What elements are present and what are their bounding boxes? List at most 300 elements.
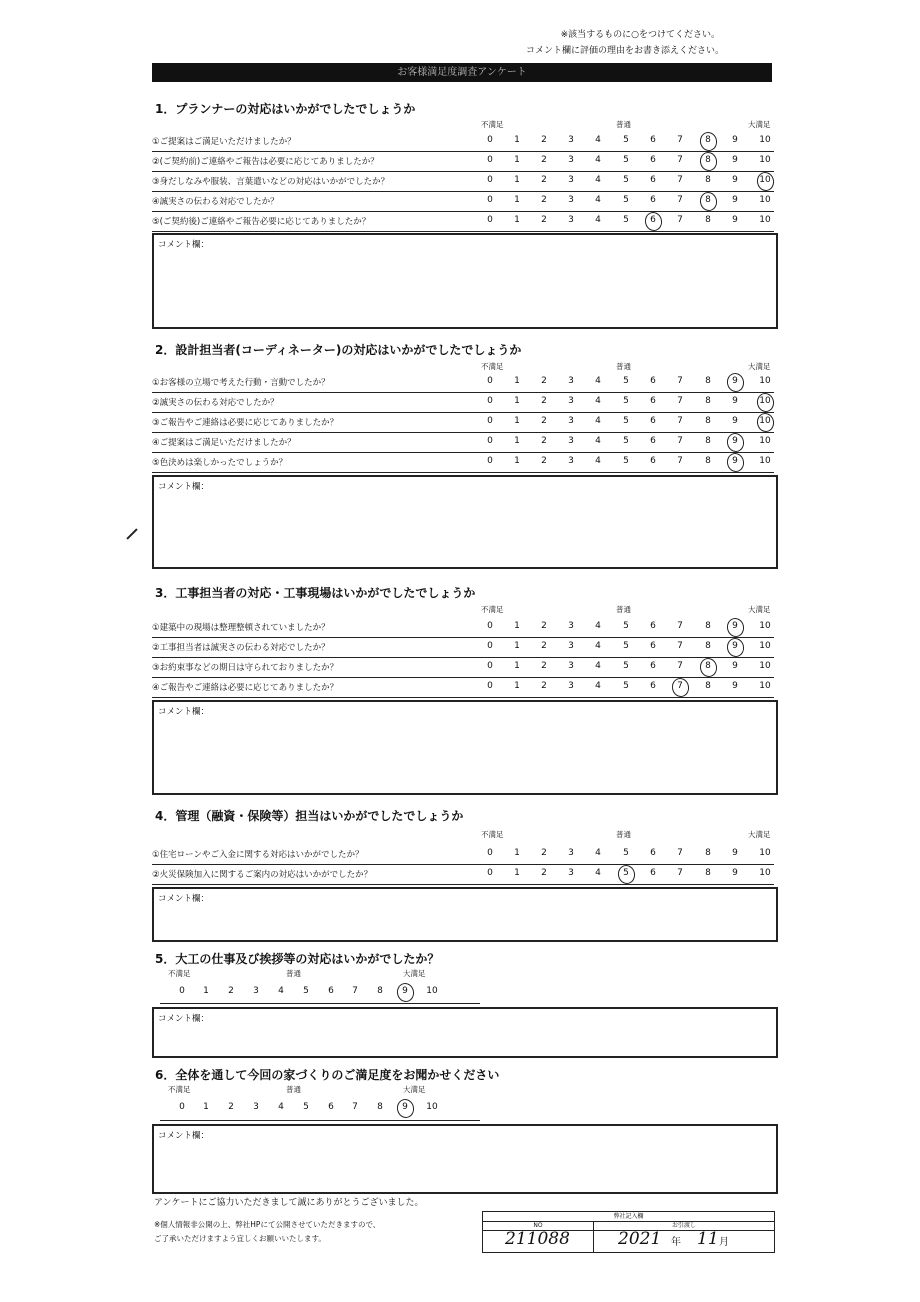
rating-option[interactable]: 0 [487,681,493,691]
rating-option[interactable]: 9 [732,848,738,858]
rating-option[interactable]: 2 [541,416,547,426]
rating-option[interactable]: 8 [377,1102,383,1112]
rating-option[interactable]: 2 [541,456,547,466]
rating-option[interactable]: 7 [677,436,683,446]
rating-option[interactable]: 9 [732,456,738,466]
stamp-divider [593,1221,594,1252]
privacy-note-1: ※個人情報非公開の上、弊社HPにて公開させていただきますので、 [154,1220,381,1229]
rating-option[interactable]: 3 [568,155,574,165]
selected-rating-circle [755,391,776,413]
stamp-no-label: NO [483,1222,594,1231]
rating-option[interactable]: 7 [677,376,683,386]
question-row [152,153,774,172]
question-row [152,639,774,658]
rating-option[interactable]: 2 [541,848,547,858]
question-row [152,454,774,473]
comment-label: コメント欄： [158,707,210,717]
scale-high-label: 大満足 [748,362,771,371]
rating-option[interactable]: 5 [623,376,629,386]
rating-option[interactable]: 9 [732,681,738,691]
selected-rating-circle [698,656,719,678]
comment-box[interactable] [152,700,778,795]
question-label: ②工事担当者は誠実さの伝わる対応でしたか？ [152,643,330,653]
rating-option[interactable]: 8 [705,195,711,205]
rating-option[interactable]: 3 [568,641,574,651]
rating-option[interactable]: 7 [677,215,683,225]
rating-option[interactable]: 8 [705,416,711,426]
rating-option[interactable]: 4 [278,1102,284,1112]
rating-option[interactable]: 8 [705,681,711,691]
rating-option[interactable]: 7 [677,621,683,631]
rating-option[interactable]: 2 [541,661,547,671]
rating-option[interactable]: 1 [514,155,520,165]
rating-option[interactable]: 7 [677,175,683,185]
rating-option[interactable]: 9 [732,396,738,406]
rating-option[interactable]: 1 [514,195,520,205]
section-title: 4．管理（融資・保険等）担当はいかがでしたでしょうか [155,809,464,823]
rating-option[interactable]: 9 [732,155,738,165]
question-label: ①住宅ローンやご入金に関する対応はいかがでしたか？ [152,850,364,860]
rating-option[interactable]: 0 [487,376,493,386]
rating-option[interactable]: 3 [568,621,574,631]
question-row [152,173,774,192]
rating-option[interactable]: 0 [487,215,493,225]
scale-high-label: 大満足 [403,969,426,978]
rating-option[interactable]: 7 [677,135,683,145]
selected-rating-circle [698,190,719,212]
pen-tick-mark [126,528,137,539]
rating-option[interactable]: 6 [650,416,656,426]
rating-option[interactable]: 8 [705,135,711,145]
question-row [152,434,774,453]
rating-option[interactable]: 1 [514,848,520,858]
rating-option[interactable]: 1 [203,1102,209,1112]
rating-option[interactable]: 6 [650,215,656,225]
rating-option[interactable]: 2 [228,1102,234,1112]
rating-option[interactable]: 10 [759,175,771,185]
rating-option[interactable]: 2 [541,155,547,165]
rating-option[interactable]: 6 [650,868,656,878]
scale-high-label: 大満足 [748,120,771,129]
stamp-month-unit: 月 [719,1237,729,1248]
rating-option[interactable]: 10 [759,848,771,858]
rating-option[interactable]: 6 [650,396,656,406]
rating-option[interactable]: 5 [623,868,629,878]
question-label: ③ご報告やご連絡は必要に応じてありましたか？ [152,418,339,428]
rating-option[interactable]: 0 [487,868,493,878]
privacy-note-2: ご了承いただけますよう宜しくお願いいたします。 [154,1234,326,1243]
rating-option[interactable]: 5 [623,681,629,691]
rating-option[interactable]: 0 [487,661,493,671]
rating-option[interactable]: 9 [732,641,738,651]
rating-option[interactable]: 10 [426,1102,438,1112]
selected-rating-circle [725,616,746,638]
stamp-header: 弊社記入欄 [483,1212,774,1222]
rating-option[interactable]: 1 [514,416,520,426]
question-label: ③お約束事などの期日は守られておりましたか？ [152,663,339,673]
scale-mid-label: 普通 [616,830,631,839]
comment-label: コメント欄： [158,240,210,250]
rating-option[interactable]: 3 [568,848,574,858]
rating-option[interactable]: 4 [595,376,601,386]
rating-option[interactable]: 7 [352,1102,358,1112]
rating-option[interactable]: 8 [705,376,711,386]
comment-box[interactable] [152,887,778,942]
rating-option[interactable]: 8 [705,396,711,406]
rating-option[interactable]: 10 [759,215,771,225]
rating-option[interactable]: 9 [732,868,738,878]
rating-option[interactable]: 10 [759,661,771,671]
rating-option[interactable]: 1 [514,436,520,446]
comment-box[interactable] [152,475,778,569]
scale-low-label: 不満足 [168,969,191,978]
rating-option[interactable]: 3 [568,135,574,145]
rating-option[interactable]: 3 [568,456,574,466]
question-row [152,193,774,212]
rating-option[interactable]: 10 [759,681,771,691]
rating-option[interactable]: 2 [541,396,547,406]
rating-option[interactable]: 10 [759,456,771,466]
section6-title: 6．全体を通して今回の家づくりのご満足度をお聞かせください [155,1068,500,1082]
rating-option[interactable]: 8 [705,848,711,858]
rating-option[interactable]: 5 [623,621,629,631]
rating-option[interactable]: 0 [487,416,493,426]
rating-option[interactable]: 3 [253,986,259,996]
rating-option[interactable]: 9 [732,436,738,446]
rating-option[interactable]: 2 [228,986,234,996]
rating-option[interactable]: 6 [650,641,656,651]
rating-option[interactable]: 6 [328,1102,334,1112]
rating-option[interactable]: 7 [677,641,683,651]
question-row [152,414,774,433]
rating-option[interactable]: 2 [541,641,547,651]
rating-option[interactable]: 9 [732,135,738,145]
question-row [152,213,774,232]
rating-option[interactable]: 7 [677,681,683,691]
question-row [152,659,774,678]
section-title: 1．プランナーの対応はいかがでしたでしょうか [155,102,416,116]
selected-rating-circle [616,863,637,885]
scale-mid-label: 普通 [616,362,631,371]
question-label: ①建築中の現場は整理整頓されていましたか？ [152,623,330,633]
rating-option[interactable]: 9 [732,661,738,671]
rating-option[interactable]: 3 [568,215,574,225]
rating-option[interactable]: 10 [759,376,771,386]
rating-option[interactable]: 1 [514,641,520,651]
rating-option[interactable]: 0 [487,641,493,651]
rating-option[interactable]: 3 [568,868,574,878]
comment-label: コメント欄： [158,1131,210,1141]
rating-option[interactable]: 6 [650,376,656,386]
rating-option[interactable]: 5 [623,641,629,651]
comment-label: コメント欄： [158,1014,210,1024]
section5-title: 5．大工の仕事及び挨拶等の対応はいかがでしたか？ [155,952,440,966]
rating-option[interactable]: 4 [595,621,601,631]
rating-option[interactable]: 6 [650,681,656,691]
rating-option[interactable]: 4 [595,155,601,165]
question-row [152,133,774,152]
question-label: ④誠実さの伝わる対応でしたか？ [152,197,279,207]
question-row [152,394,774,413]
scale-high-label: 大満足 [748,830,771,839]
rating-option[interactable]: 9 [732,195,738,205]
scale-low-label: 不満足 [168,1085,191,1094]
rating-option[interactable]: 0 [487,175,493,185]
rating-option[interactable]: 10 [759,155,771,165]
rating-option[interactable]: 5 [623,661,629,671]
rating-option[interactable]: 10 [759,868,771,878]
rating-option[interactable]: 3 [568,376,574,386]
section5-underline [160,1003,480,1004]
rating-option[interactable]: 10 [759,621,771,631]
rating-option[interactable]: 4 [595,215,601,225]
scale-mid-label: 普通 [616,605,631,614]
rating-option[interactable]: 1 [514,661,520,671]
rating-option[interactable]: 5 [623,135,629,145]
rating-option[interactable]: 1 [514,681,520,691]
rating-option[interactable]: 10 [759,416,771,426]
rating-option[interactable]: 4 [595,175,601,185]
question-row [152,374,774,393]
rating-option[interactable]: 7 [677,848,683,858]
rating-option[interactable]: 2 [541,868,547,878]
rating-option[interactable]: 10 [759,641,771,651]
rating-option[interactable]: 8 [705,175,711,185]
rating-option[interactable]: 1 [514,621,520,631]
question-label: ⑤(ご契約後)ご連絡やご報告必要に応じてありましたか？ [152,217,371,227]
rating-option[interactable]: 3 [568,661,574,671]
rating-option[interactable]: 1 [514,175,520,185]
rating-option[interactable]: 4 [595,436,601,446]
question-row [152,619,774,638]
rating-option[interactable]: 4 [595,641,601,651]
rating-option[interactable]: 5 [623,195,629,205]
rating-option[interactable]: 1 [514,215,520,225]
selected-rating-circle [698,130,719,152]
rating-option[interactable]: 1 [514,868,520,878]
comment-label: コメント欄： [158,894,210,904]
rating-option[interactable]: 0 [179,986,185,996]
selected-rating-circle [725,431,746,453]
rating-option[interactable]: 3 [568,416,574,426]
scale-low-label: 不満足 [481,362,504,371]
rating-option[interactable]: 6 [650,621,656,631]
rating-option[interactable]: 8 [377,986,383,996]
selected-rating-circle [725,371,746,393]
rating-option[interactable]: 6 [650,661,656,671]
selected-rating-circle [725,636,746,658]
scale-high-label: 大満足 [403,1085,426,1094]
scale-mid-label: 普通 [286,1085,301,1094]
rating-option[interactable]: 0 [487,155,493,165]
selected-rating-circle [670,676,691,698]
comment-box[interactable] [152,233,778,329]
rating-option[interactable]: 8 [705,215,711,225]
rating-option[interactable]: 5 [623,416,629,426]
rating-option[interactable]: 3 [253,1102,259,1112]
rating-option[interactable]: 9 [402,986,408,996]
stamp-year-value: 2021 [618,1229,662,1249]
question-label: ①ご提案はご満足いただけましたか？ [152,137,296,147]
question-label: ②誠実さの伝わる対応でしたか？ [152,398,279,408]
rating-option[interactable]: 3 [568,396,574,406]
rating-option[interactable]: 5 [623,215,629,225]
rating-option[interactable]: 2 [541,195,547,205]
rating-option[interactable]: 10 [759,436,771,446]
rating-option[interactable]: 6 [650,456,656,466]
question-row [152,866,774,885]
rating-option[interactable]: 10 [759,135,771,145]
selected-rating-circle [395,1097,416,1119]
scale-low-label: 不満足 [481,830,504,839]
rating-option[interactable]: 9 [732,621,738,631]
rating-option[interactable]: 10 [426,986,438,996]
rating-option[interactable]: 6 [650,135,656,145]
rating-option[interactable]: 6 [328,986,334,996]
rating-option[interactable]: 4 [595,456,601,466]
instruction-note-1: ※該当するものに○をつけてください。 [560,30,720,40]
selected-rating-circle [755,170,776,192]
rating-option[interactable]: 5 [303,986,309,996]
section5-scale [160,968,460,1004]
rating-option[interactable]: 8 [705,456,711,466]
question-label: ②火災保険加入に関するご案内の対応はいかがでしたか？ [152,870,373,880]
rating-option[interactable]: 5 [623,175,629,185]
thanks-text: アンケートにご協力いただきまして誠にありがとうございました。 [154,1198,424,1208]
rating-option[interactable]: 8 [705,436,711,446]
question-label: ⑤色決めは楽しかったでしょうか？ [152,458,288,468]
rating-option[interactable]: 10 [759,396,771,406]
rating-option[interactable]: 5 [303,1102,309,1112]
selected-rating-circle [755,411,776,433]
section5-comment-box[interactable] [152,1007,778,1058]
rating-option[interactable]: 4 [595,681,601,691]
rating-option[interactable]: 2 [541,681,547,691]
rating-option[interactable]: 7 [677,155,683,165]
rating-option[interactable]: 0 [487,436,493,446]
selected-rating-circle [698,150,719,172]
rating-option[interactable]: 10 [759,195,771,205]
rating-option[interactable]: 1 [514,376,520,386]
rating-option[interactable]: 6 [650,195,656,205]
rating-option[interactable]: 3 [568,681,574,691]
rating-option[interactable]: 1 [514,396,520,406]
rating-option[interactable]: 4 [278,986,284,996]
stamp-year-unit: 年 [671,1237,681,1248]
comment-label: コメント欄： [158,482,210,492]
section-title: 2．設計担当者(コーディネーター)の対応はいかがでしたでしょうか [155,343,522,357]
rating-option[interactable]: 0 [487,135,493,145]
rating-option[interactable]: 3 [568,436,574,446]
rating-option[interactable]: 5 [623,456,629,466]
stamp-month-value: 11 [697,1229,719,1249]
section6-scale [160,1084,460,1120]
rating-option[interactable]: 2 [541,135,547,145]
scale-mid-label: 普通 [286,969,301,978]
selected-rating-circle [725,451,746,473]
rating-option[interactable]: 7 [677,868,683,878]
rating-option[interactable]: 9 [732,175,738,185]
rating-option[interactable]: 5 [623,848,629,858]
scale-high-label: 大満足 [748,605,771,614]
rating-option[interactable]: 0 [179,1102,185,1112]
instruction-note-2: コメント欄に評価の理由をお書き添えください。 [525,46,724,56]
stamp-date-label: お引渡し [594,1222,774,1231]
rating-option[interactable]: 0 [487,396,493,406]
rating-option[interactable]: 2 [541,376,547,386]
rating-option[interactable]: 2 [541,436,547,446]
rating-option[interactable]: 7 [352,986,358,996]
rating-option[interactable]: 1 [514,135,520,145]
rating-option[interactable]: 1 [203,986,209,996]
rating-option[interactable]: 0 [487,848,493,858]
rating-option[interactable]: 4 [595,396,601,406]
rating-option[interactable]: 2 [541,621,547,631]
rating-option[interactable]: 5 [623,155,629,165]
survey-title-bar: お客様満足度調査アンケート [152,63,772,82]
rating-option[interactable]: 8 [705,661,711,671]
section-title: 3．工事担当者の対応・工事現場はいかがでしたでしょうか [155,586,476,600]
scale-low-label: 不満足 [481,120,504,129]
question-label: ④ご報告やご連絡は必要に応じてありましたか？ [152,683,339,693]
rating-option[interactable]: 3 [568,195,574,205]
rating-option[interactable]: 4 [595,195,601,205]
rating-option[interactable]: 8 [705,621,711,631]
rating-option[interactable]: 0 [487,456,493,466]
rating-option[interactable]: 2 [541,175,547,185]
question-row [152,679,774,698]
rating-option[interactable]: 9 [402,1102,408,1112]
rating-option[interactable]: 6 [650,175,656,185]
rating-option[interactable]: 1 [514,456,520,466]
rating-option[interactable]: 8 [705,641,711,651]
rating-option[interactable]: 8 [705,868,711,878]
question-label: ④ご提案はご満足いただけましたか？ [152,438,296,448]
stamp-no-value: 211088 [505,1229,570,1249]
question-row [152,846,774,865]
selected-rating-circle [395,981,416,1003]
rating-option[interactable]: 4 [595,848,601,858]
rating-option[interactable]: 6 [650,848,656,858]
scale-low-label: 不満足 [481,605,504,614]
rating-option[interactable]: 5 [623,436,629,446]
rating-option[interactable]: 4 [595,135,601,145]
rating-option[interactable]: 7 [677,416,683,426]
rating-option[interactable]: 6 [650,436,656,446]
section6-underline [160,1120,480,1121]
rating-option[interactable]: 5 [623,396,629,406]
rating-option[interactable]: 4 [595,661,601,671]
rating-option[interactable]: 7 [677,396,683,406]
section6-comment-box[interactable] [152,1124,778,1194]
rating-option[interactable]: 9 [732,215,738,225]
rating-option[interactable]: 4 [595,416,601,426]
rating-option[interactable]: 9 [732,416,738,426]
question-label: ②(ご契約前)ご連絡やご報告は必要に応じてありましたか？ [152,157,379,167]
rating-option[interactable]: 6 [650,155,656,165]
rating-option[interactable]: 9 [732,376,738,386]
rating-option[interactable]: 7 [677,456,683,466]
rating-option[interactable]: 0 [487,195,493,205]
rating-option[interactable]: 8 [705,155,711,165]
rating-option[interactable]: 7 [677,195,683,205]
rating-option[interactable]: 7 [677,661,683,671]
rating-option[interactable]: 4 [595,868,601,878]
rating-option[interactable]: 0 [487,621,493,631]
scale-mid-label: 普通 [616,120,631,129]
rating-option[interactable]: 3 [568,175,574,185]
rating-option[interactable]: 2 [541,215,547,225]
